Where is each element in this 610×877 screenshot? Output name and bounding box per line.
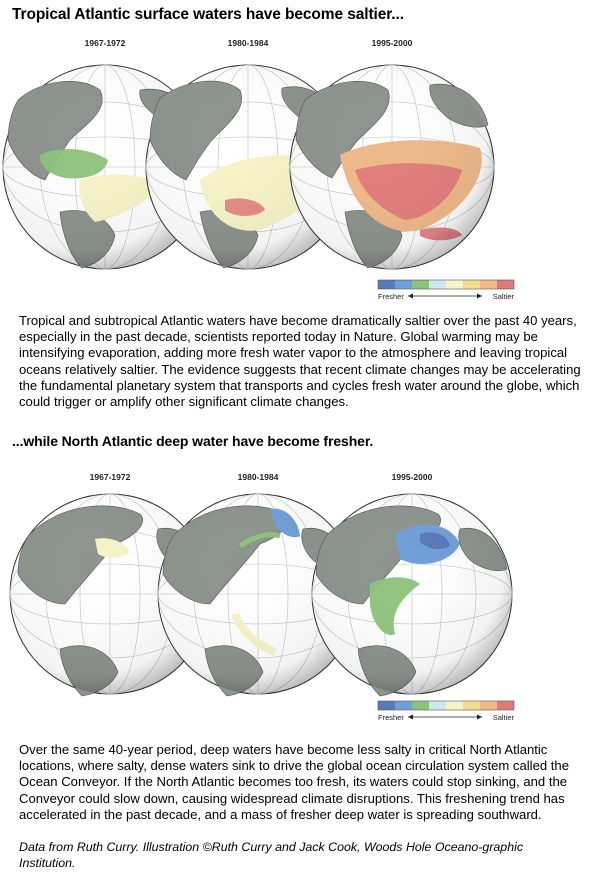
period-label: 1995-2000 bbox=[371, 38, 413, 48]
top-heading: Tropical Atlantic surface waters have become saltier... bbox=[12, 6, 404, 23]
deep-water-paragraph: Over the same 40-year period, deep waters have become less salty in critical North Atlantic locations, where salty, dense waters sink to drive the global ocean circulation system called the Ocean Conveyor. If the North Atlantic becomes too fresh, its waters could stop sinking, and the Conveyor could slow down, causing widespread climate disruptions. This freshening trend has accelerated in the past decade, and a mass of fresher deep water is spreading southward. bbox=[19, 742, 569, 822]
scale-swatch bbox=[497, 701, 514, 710]
scale-swatch bbox=[480, 280, 497, 289]
period-label: 1967-1972 bbox=[89, 472, 131, 482]
scale-swatch bbox=[395, 280, 412, 289]
scale-swatch bbox=[429, 701, 446, 710]
scale-saltier-label: Saltier bbox=[492, 292, 514, 300]
period-label: 1980-1984 bbox=[237, 472, 279, 482]
globe-1995-2000 bbox=[312, 494, 512, 696]
scale-swatch bbox=[446, 280, 463, 289]
scale-swatch bbox=[429, 280, 446, 289]
scale-fresher-label: Fresher bbox=[378, 292, 404, 300]
scale-swatch bbox=[395, 701, 412, 710]
scale-swatch bbox=[446, 701, 463, 710]
period-label: 1967-1972 bbox=[84, 38, 126, 48]
deep-water-heading: ...while North Atlantic deep water have become fresher. bbox=[12, 433, 374, 449]
salinity-color-scale bbox=[378, 701, 514, 722]
scale-swatch bbox=[412, 280, 429, 289]
salinity-color-scale bbox=[378, 280, 514, 300]
period-label: 1980-1984 bbox=[227, 38, 269, 48]
scale-saltier-label: Saltier bbox=[492, 713, 514, 722]
scale-swatch bbox=[378, 280, 395, 289]
scale-swatch bbox=[378, 701, 395, 710]
scale-fresher-label: Fresher bbox=[378, 713, 404, 722]
scale-swatch bbox=[497, 280, 514, 289]
globe-1995-2000 bbox=[290, 65, 494, 269]
deep-water-globes bbox=[0, 464, 610, 734]
scale-swatch bbox=[412, 701, 429, 710]
scale-swatch bbox=[463, 701, 480, 710]
surface-paragraph: Tropical and subtropical Atlantic waters have become dramatically saltier over the past 40 years, especially in the past decade, scientists reported today in Nature. Global warming may be intensifying evaporation, adding more fresh water vapor to the atmosphere and leaving tropical oceans relatively saltier. The evidence suggests that recent climate changes may be accelerating the fundamental planetary system that transports and cycles fresh water around the globe, which could trigger or amplify other significant climate changes. bbox=[19, 313, 581, 410]
credit-line: Data from Ruth Curry. Illustration ©Ruth Curry and Jack Cook, Woods Hole Oceano-graphic Institution. bbox=[19, 840, 524, 870]
period-label: 1995-2000 bbox=[391, 472, 433, 482]
scale-swatch bbox=[463, 280, 480, 289]
surface-salinity-globes bbox=[0, 30, 610, 300]
scale-swatch bbox=[480, 701, 497, 710]
